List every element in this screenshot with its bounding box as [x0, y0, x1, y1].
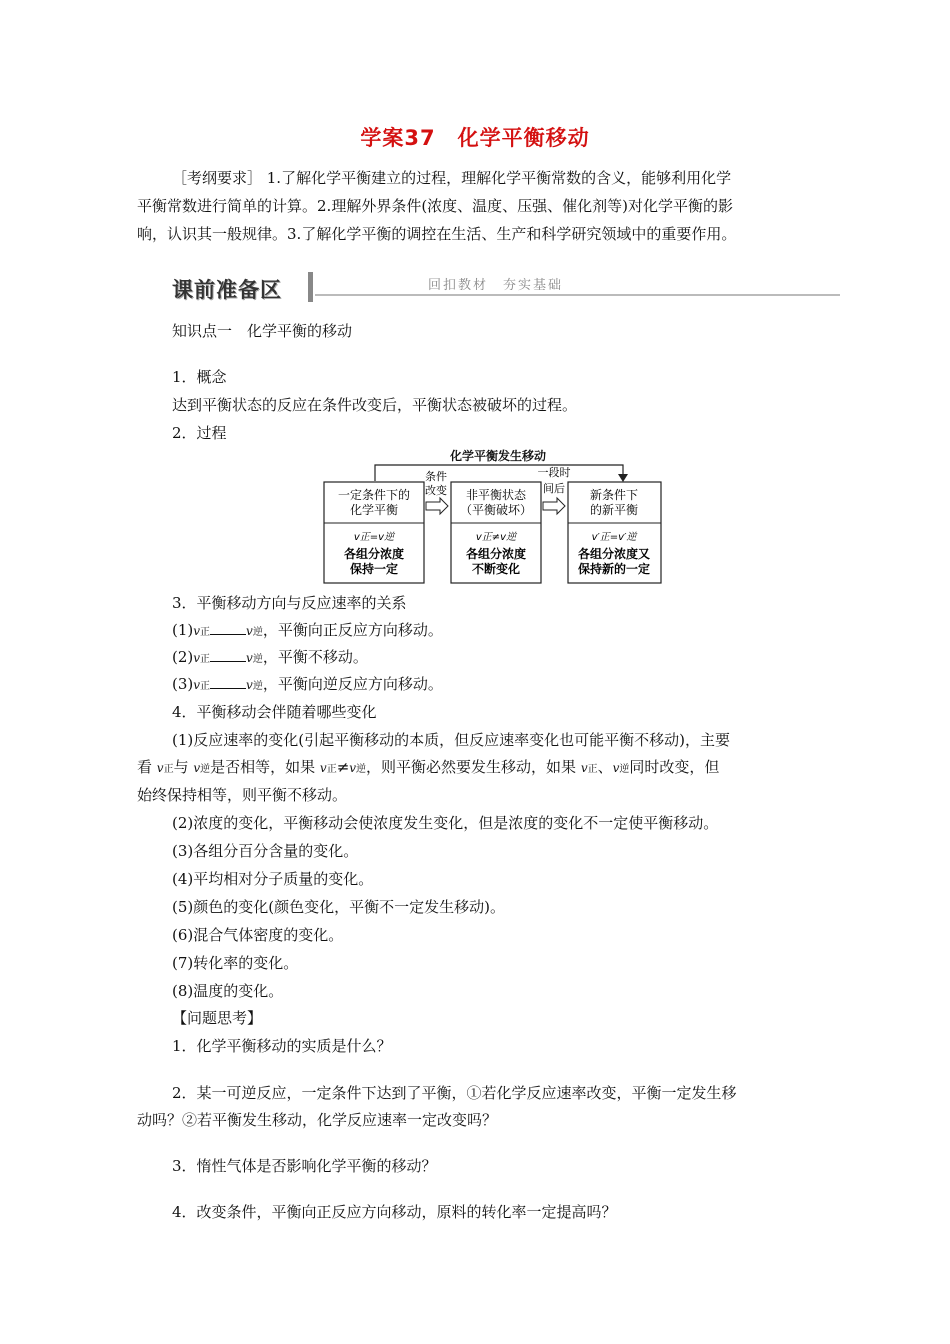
v-reverse: v: [612, 761, 620, 775]
box2-desc-b: 不断变化: [471, 562, 521, 576]
question-2-line-2: 动吗？②若平衡发生移动，化学反应速率一定改变吗？: [137, 1111, 498, 1129]
requirements-line-2: 平衡常数进行简单的计算。2.理解外界条件(浓度、温度、压强、催化剂等)对化学平衡的影: [137, 197, 734, 215]
v-forward-sub: 正: [326, 764, 337, 775]
relation-item-num: (2): [172, 648, 194, 666]
box1-title-b: 化学平衡: [349, 503, 399, 517]
box1-rate: v正=v逆: [353, 532, 395, 543]
box3-rate: v′正=v′逆: [591, 532, 637, 543]
arrow2-label-a: 一段时: [537, 466, 571, 479]
question-1: 1．化学平衡移动的实质是什么？: [172, 1037, 392, 1055]
question-3: 3．惰性气体是否影响化学平衡的移动？: [172, 1157, 437, 1175]
relation-item-1: [172, 619, 443, 640]
v-forward-sub: 正: [200, 627, 211, 638]
section-rule: [315, 294, 840, 296]
diagram-top-label: 化学平衡发生移动: [449, 449, 547, 463]
relation-heading: 3．平衡移动方向与反应速率的关系: [172, 594, 407, 612]
arrow1-label-b: 改变: [425, 484, 447, 497]
arrow1-label-a: 条件: [425, 470, 447, 483]
v-forward-sub: 正: [200, 681, 211, 692]
concept-text: 达到平衡状态的反应在条件改变后，平衡状态被破坏的过程。: [172, 396, 578, 414]
v-reverse-sub: 逆: [200, 764, 211, 775]
v-reverse-sub: 逆: [252, 627, 263, 638]
relation-item-tail: ，平衡向正反应方向移动。: [262, 621, 443, 639]
box3-desc-b: 保持新的一定: [577, 562, 651, 576]
text-fragment: 同时改变，但: [629, 758, 720, 776]
changes-item-1-line-2: [137, 756, 719, 777]
box2-desc-a: 各组分浓度: [465, 547, 527, 561]
changes-item-6: (6)混合气体密度的变化。: [172, 926, 344, 944]
v-reverse: v: [246, 651, 253, 665]
arrow1-hollow-arrow: [426, 498, 448, 514]
box2-rate: v正≠v逆: [475, 532, 517, 543]
box1-title-a: 一定条件下的: [337, 488, 411, 502]
text-fragment: 、: [597, 758, 613, 776]
v-forward: v: [193, 651, 201, 665]
box3-title-a: 新条件下: [589, 488, 639, 502]
box3-title-b: 的新平衡: [589, 503, 639, 517]
knowledge-point-heading: 知识点一 化学平衡的移动: [172, 322, 353, 340]
relation-item-3: [172, 673, 443, 694]
section-divider: [308, 272, 313, 302]
v-reverse: v: [193, 761, 201, 775]
v-forward-sub: 正: [200, 654, 211, 665]
v-reverse: v: [246, 678, 253, 692]
relation-item-num: (1): [172, 621, 194, 639]
v-reverse: v: [349, 761, 357, 775]
changes-item-8: (8)温度的变化。: [172, 982, 284, 1000]
box3-desc-a: 各组分浓度又: [577, 547, 651, 561]
not-equal-sign: ≠: [336, 758, 350, 776]
v-forward: v: [193, 678, 201, 692]
top-bracket-arrowhead: [618, 474, 628, 482]
v-forward-sub: 正: [163, 764, 174, 775]
relation-item-2: [172, 646, 368, 667]
v-reverse-sub: 逆: [252, 654, 263, 665]
v-reverse: v: [246, 624, 253, 638]
question-4: 4．改变条件，平衡向正反应方向移动，原料的转化率一定提高吗？: [172, 1203, 617, 1221]
text-fragment: 是否相等，如果: [210, 758, 320, 776]
answer-blank[interactable]: [210, 620, 246, 635]
text-fragment: 看: [137, 758, 157, 776]
section-subtitle: 回扣教材 夯实基础: [428, 278, 564, 293]
v-reverse-sub: 逆: [356, 764, 367, 775]
text-fragment: 与: [173, 758, 194, 776]
changes-item-1-line-1: (1)反应速率的变化(引起平衡移动的本质，但反应速率变化也可能平衡不移动)，主要: [172, 731, 730, 749]
changes-item-5: (5)颜色的变化(颜色变化，平衡不一定发生移动)。: [172, 898, 505, 916]
v-reverse-sub: 逆: [252, 681, 263, 692]
question-2-line-1: 2．某一可逆反应，一定条件下达到了平衡，①若化学反应速率改变，平衡一定发生移: [172, 1084, 737, 1102]
relation-item-tail: ，平衡向逆反应方向移动。: [262, 675, 443, 693]
questions-heading: 【问题思考】: [172, 1009, 263, 1027]
box1-desc-a: 各组分浓度: [343, 547, 405, 561]
answer-blank[interactable]: [210, 647, 246, 662]
process-heading: 2．过程: [172, 424, 227, 442]
v-forward-sub: 正: [587, 764, 598, 775]
changes-item-1-line-3: 始终保持相等，则平衡不移动。: [137, 786, 348, 804]
relation-item-num: (3): [172, 675, 194, 693]
v-reverse-sub: 逆: [619, 764, 630, 775]
requirements-line-1: ［考纲要求］ 1.了解化学平衡建立的过程，理解化学平衡常数的含义，能够利用化学: [172, 169, 732, 187]
section-banner: [172, 272, 840, 306]
equilibrium-shift-diagram: [320, 447, 665, 587]
text-fragment: ，则平衡必然要发生移动，如果: [366, 758, 581, 776]
arrow2-hollow-arrow: [543, 498, 565, 514]
changes-item-7: (7)转化率的变化。: [172, 954, 299, 972]
v-forward: v: [193, 624, 201, 638]
box2-title-b: （平衡破坏）: [459, 503, 533, 517]
arrow2-label-b: 间后: [543, 482, 565, 495]
answer-blank[interactable]: [210, 674, 246, 689]
requirements-line-3: 响，认识其一般规律。3.了解化学平衡的调控在生活、生产和科学研究领域中的重要作用。: [137, 225, 737, 243]
box2-title-a: 非平衡状态: [465, 488, 527, 502]
v-forward: v: [319, 761, 327, 775]
v-forward: v: [156, 761, 164, 775]
relation-item-tail: ，平衡不移动。: [262, 648, 368, 666]
changes-item-3: (3)各组分百分含量的变化。: [172, 842, 359, 860]
changes-item-4: (4)平均相对分子质量的变化。: [172, 870, 374, 888]
concept-heading: 1．概念: [172, 368, 227, 386]
section-title: 课前准备区: [172, 278, 282, 302]
changes-item-2: (2)浓度的变化，平衡移动会使浓度发生变化，但是浓度的变化不一定使平衡移动。: [172, 814, 719, 832]
changes-heading: 4．平衡移动会伴随着哪些变化: [172, 703, 377, 721]
page-title: 学案37 化学平衡移动: [360, 126, 590, 150]
v-forward: v: [580, 761, 588, 775]
box1-desc-b: 保持一定: [349, 562, 399, 576]
top-bracket-line: [375, 465, 623, 481]
